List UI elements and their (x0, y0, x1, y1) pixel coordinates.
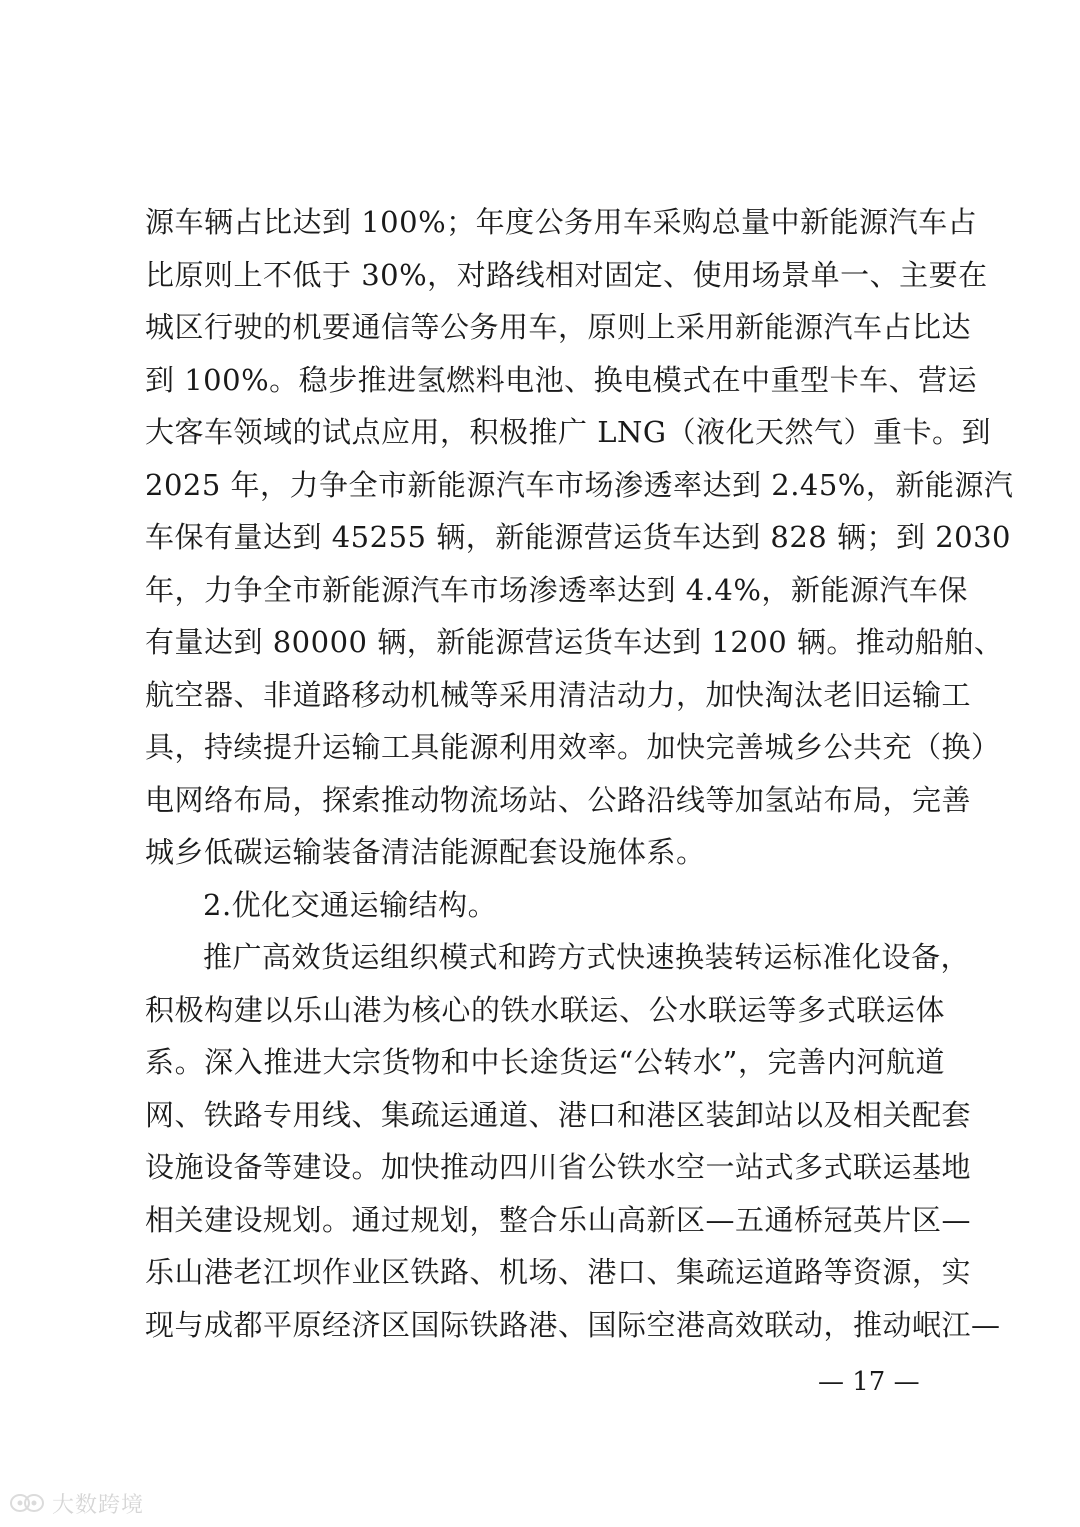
text-line: 积极构建以乐山港为核心的铁水联运、公水联运等多式联运体 (145, 992, 945, 1027)
text-line: 推广高效货运组织模式和跨方式快速换装转运标准化设备， (203, 940, 971, 974)
text-line: 大客车领域的试点应用，积极推广 LNG（液化天然气）重卡。到 (145, 415, 992, 449)
text-line: 现与成都平原经济区国际铁路港、国际空港高效联动，推动岷江— (145, 1307, 1001, 1342)
section-heading: 2.优化交通运输结构。 (203, 887, 498, 922)
watermark (8, 1488, 144, 1518)
logo-icon (8, 1491, 48, 1515)
text-line: 有量达到 80000 辆，新能源营运货车达到 1200 辆。推动船舶、 (145, 625, 1004, 659)
text-line: 设施设备等建设。加快推动四川省公铁水空一站式多式联运基地 (145, 1150, 972, 1184)
text-line: 乐山港老江坝作业区铁路、机场、港口、集疏运道路等资源，实 (145, 1255, 972, 1289)
text-line: 2025 年，力争全市新能源汽车市场渗透率达到 2.45%，新能源汽 (145, 467, 1014, 502)
page-number: — 17 — (818, 1367, 920, 1397)
text-line: 相关建设规划。通过规划，整合乐山高新区—五通桥冠英片区— (145, 1202, 972, 1237)
text-line: 城区行驶的机要通信等公务用车，原则上采用新能源汽车占比达 (145, 310, 972, 344)
text-line: 到 100%。稳步推进氢燃料电池、换电模式在中重型卡车、营运 (145, 362, 978, 397)
text-line: 系。深入推进大宗货物和中长途货运“公转水”，完善内河航道 (145, 1045, 945, 1079)
text-line: 网、铁路专用线、集疏运通道、港口和港区装卸站以及相关配套 (145, 1097, 972, 1132)
text-line: 航空器、非道路移动机械等采用清洁动力，加快淘汰老旧运输工 (145, 677, 972, 712)
text-line: 源车辆占比达到 100%；年度公务用车采购总量中新能源汽车占 (145, 205, 978, 239)
text-line: 车保有量达到 45255 辆，新能源营运货车达到 828 辆；到 2030 (145, 520, 1012, 554)
body-text (145, 196, 1014, 1351)
text-line: 年，力争全市新能源汽车市场渗透率达到 4.4%，新能源汽车保 (145, 572, 968, 607)
text-line: 电网络布局，探索推动物流场站、公路沿线等加氢站布局，完善 (145, 782, 972, 817)
text-line: 具，持续提升运输工具能源利用效率。加快完善城乡公共充（换） (145, 730, 1001, 764)
watermark-text: 大数跨境 (52, 1492, 145, 1518)
text-line: 比原则上不低于 30%，对路线相对固定、使用场景单一、主要在 (145, 257, 988, 292)
text-line: 城乡低碳运输装备清洁能源配套设施体系。 (145, 835, 706, 869)
